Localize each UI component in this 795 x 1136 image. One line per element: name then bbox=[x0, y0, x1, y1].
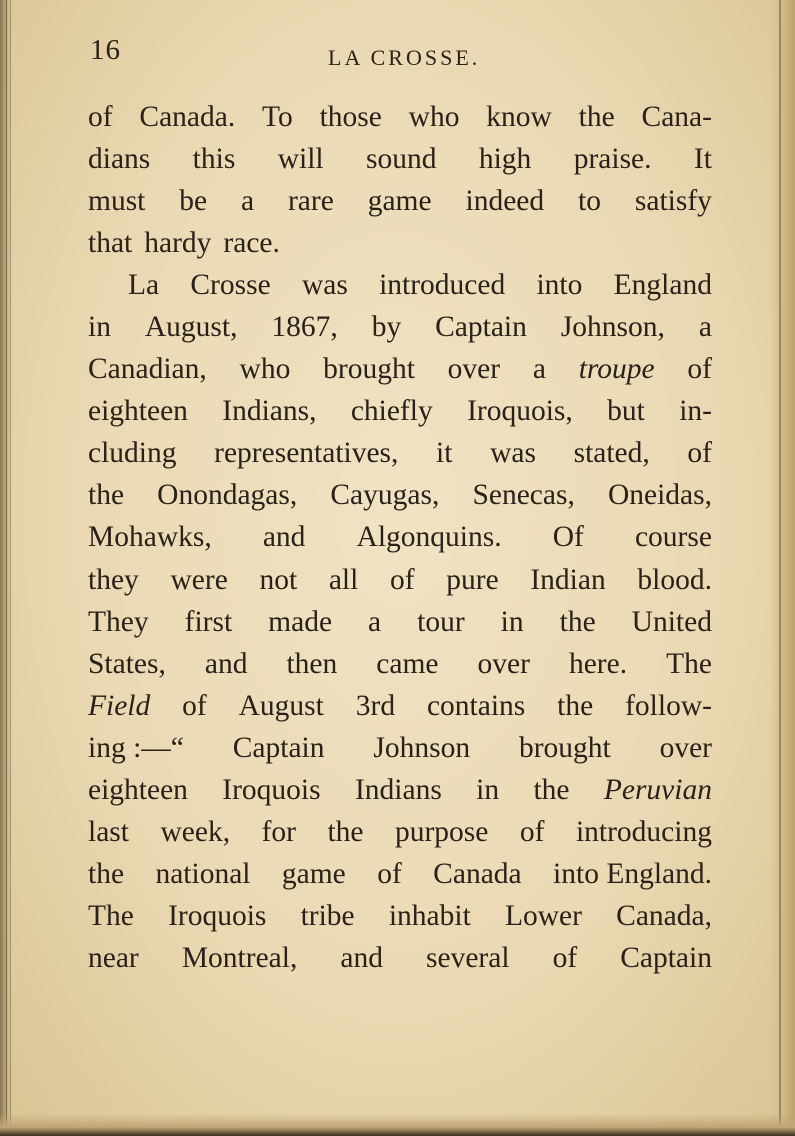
word: Captain bbox=[232, 731, 325, 764]
word: the bbox=[559, 605, 596, 638]
word: Iroquois bbox=[168, 899, 267, 932]
text-line bbox=[88, 559, 712, 601]
word: Lower bbox=[504, 899, 582, 932]
word: were bbox=[170, 563, 228, 596]
word: indeed bbox=[465, 185, 545, 218]
word: Crosse bbox=[190, 269, 271, 302]
text-line bbox=[88, 727, 712, 769]
word: inhabit bbox=[388, 899, 471, 932]
word: Of bbox=[552, 521, 584, 554]
page-bottom-edge bbox=[0, 1114, 795, 1136]
word: must bbox=[88, 185, 146, 218]
word: week, bbox=[160, 815, 231, 848]
word: praise. bbox=[573, 143, 652, 176]
text-line bbox=[88, 937, 712, 979]
word: near bbox=[88, 941, 139, 974]
word: that bbox=[88, 227, 133, 260]
word: It bbox=[693, 143, 712, 176]
word: of bbox=[552, 941, 578, 974]
word: game bbox=[281, 857, 346, 890]
word: of bbox=[687, 437, 712, 470]
word: Captain bbox=[435, 311, 527, 344]
word: in- bbox=[679, 395, 712, 428]
word: for bbox=[261, 815, 296, 848]
word: contains bbox=[426, 689, 526, 722]
word: will bbox=[277, 143, 324, 176]
word: they bbox=[88, 563, 139, 596]
word: a bbox=[368, 605, 382, 638]
word: Algonquins. bbox=[356, 521, 502, 554]
word: and bbox=[204, 647, 248, 680]
text-line bbox=[88, 853, 712, 895]
word: the bbox=[327, 815, 364, 848]
word: Canada bbox=[433, 857, 522, 890]
word: first bbox=[184, 605, 233, 638]
word: Iroquois bbox=[222, 773, 321, 806]
word: Canada. bbox=[139, 101, 236, 133]
text-line bbox=[88, 390, 712, 432]
binding-line bbox=[6, 0, 7, 1136]
word: Indians, bbox=[222, 395, 317, 428]
word: They bbox=[88, 605, 149, 638]
word: The bbox=[666, 647, 712, 680]
word: chiefly bbox=[350, 395, 433, 428]
word: United bbox=[631, 605, 712, 638]
italic-word: troupe bbox=[578, 353, 655, 386]
word: of bbox=[390, 563, 415, 596]
word: over bbox=[477, 647, 530, 680]
word: Onondagas, bbox=[157, 479, 298, 512]
text-line bbox=[88, 769, 712, 811]
word: tribe bbox=[300, 899, 355, 932]
word: Canada, bbox=[616, 899, 712, 932]
word: in bbox=[476, 773, 500, 806]
word: who bbox=[239, 353, 291, 386]
word: Senecas, bbox=[472, 479, 575, 512]
word: and bbox=[262, 521, 306, 554]
text-line bbox=[88, 601, 712, 643]
word: the bbox=[88, 857, 125, 890]
text-line bbox=[88, 685, 712, 727]
word: introducing bbox=[575, 815, 712, 848]
page-right-edge bbox=[769, 0, 795, 1136]
italic-word: Peruvian bbox=[603, 773, 712, 806]
text-line bbox=[88, 96, 712, 138]
word: brought bbox=[518, 731, 611, 764]
word: pure bbox=[446, 563, 499, 596]
text-line bbox=[88, 306, 712, 348]
word: 1867, bbox=[271, 311, 338, 344]
word: course bbox=[634, 521, 712, 554]
word: to bbox=[578, 185, 601, 218]
word: representatives, bbox=[214, 437, 399, 470]
text-line bbox=[88, 895, 712, 937]
italic-word: Field bbox=[88, 689, 151, 722]
text-line bbox=[88, 180, 712, 222]
word: Indian bbox=[530, 563, 606, 596]
text-line bbox=[88, 643, 712, 685]
word: Oneidas, bbox=[607, 479, 712, 512]
text-line bbox=[88, 264, 712, 306]
word: race. bbox=[223, 227, 280, 260]
word: the bbox=[557, 689, 594, 722]
word: sound bbox=[365, 143, 437, 176]
text-line bbox=[88, 474, 712, 516]
word: a bbox=[532, 353, 546, 386]
word: the bbox=[533, 773, 570, 806]
word: into England. bbox=[553, 857, 712, 890]
word: of bbox=[88, 101, 113, 133]
word: cluding bbox=[88, 437, 177, 470]
text-line bbox=[88, 138, 712, 180]
word: purpose bbox=[394, 815, 489, 848]
word: be bbox=[179, 185, 208, 218]
word: Mohawks, bbox=[88, 521, 212, 554]
word: States, bbox=[88, 647, 166, 680]
word: the bbox=[578, 101, 615, 133]
word: August, bbox=[144, 311, 238, 344]
word: over bbox=[447, 353, 501, 386]
running-title: LA CROSSE. bbox=[328, 45, 481, 70]
word: but bbox=[607, 395, 645, 428]
word: stated, bbox=[573, 437, 650, 470]
word: satisfy bbox=[634, 185, 712, 218]
word: then bbox=[286, 647, 338, 680]
word: over bbox=[659, 731, 712, 764]
word: of bbox=[377, 857, 402, 890]
text-line bbox=[88, 222, 712, 264]
word: Johnson, bbox=[560, 311, 665, 344]
word: hardy bbox=[144, 227, 212, 260]
word: here. bbox=[568, 647, 628, 680]
word: of bbox=[687, 353, 712, 386]
word: La bbox=[128, 269, 160, 302]
text-line bbox=[88, 432, 712, 474]
word: into bbox=[536, 269, 583, 302]
word: Indians bbox=[354, 773, 442, 806]
word: rare bbox=[287, 185, 334, 218]
word: August bbox=[238, 689, 324, 722]
word: Captain bbox=[620, 941, 712, 974]
word: those bbox=[319, 101, 382, 133]
word: a bbox=[698, 311, 712, 344]
text-line bbox=[88, 811, 712, 853]
word: this bbox=[192, 143, 236, 176]
word: Johnson bbox=[373, 731, 471, 764]
word: all bbox=[328, 563, 359, 596]
word: national bbox=[155, 857, 251, 890]
word: The bbox=[88, 899, 134, 932]
word: of bbox=[182, 689, 207, 722]
word: Montreal, bbox=[181, 941, 298, 974]
text-line bbox=[88, 516, 712, 558]
word: introduced bbox=[379, 269, 506, 302]
word: Cana- bbox=[641, 101, 712, 133]
word: know bbox=[486, 101, 552, 133]
body-text bbox=[88, 96, 712, 979]
word: a bbox=[241, 185, 255, 218]
word: the bbox=[88, 479, 125, 512]
word: by bbox=[371, 311, 402, 344]
word: made bbox=[268, 605, 333, 638]
word: 3rd bbox=[355, 689, 396, 722]
word: was bbox=[301, 269, 348, 302]
word: not bbox=[259, 563, 298, 596]
word: last bbox=[88, 815, 129, 848]
word: in bbox=[88, 311, 111, 344]
binding-line bbox=[10, 0, 11, 1136]
page-number: 16 bbox=[90, 34, 121, 66]
running-head bbox=[90, 34, 710, 74]
word: ing :—“ bbox=[88, 731, 184, 764]
word: several bbox=[426, 941, 510, 974]
word: To bbox=[262, 101, 293, 133]
word: blood. bbox=[637, 563, 712, 596]
word: of bbox=[519, 815, 545, 848]
text-line bbox=[88, 348, 712, 390]
word: dians bbox=[88, 143, 151, 176]
word: in bbox=[500, 605, 524, 638]
word: brought bbox=[323, 353, 415, 386]
word: it bbox=[436, 437, 453, 470]
word: Canadian, bbox=[88, 353, 207, 386]
word: Cayugas, bbox=[330, 479, 440, 512]
word: and bbox=[340, 941, 383, 974]
word: England bbox=[613, 269, 712, 302]
word: game bbox=[367, 185, 432, 218]
word: was bbox=[490, 437, 536, 470]
word: high bbox=[478, 143, 532, 176]
word: follow- bbox=[625, 689, 712, 722]
word: Iroquois, bbox=[467, 395, 573, 428]
page-right-edge-line bbox=[779, 0, 781, 1136]
word: who bbox=[408, 101, 460, 133]
word: came bbox=[376, 647, 439, 680]
word: eighteen bbox=[88, 395, 188, 428]
word: tour bbox=[417, 605, 465, 638]
word: eighteen bbox=[88, 773, 188, 806]
